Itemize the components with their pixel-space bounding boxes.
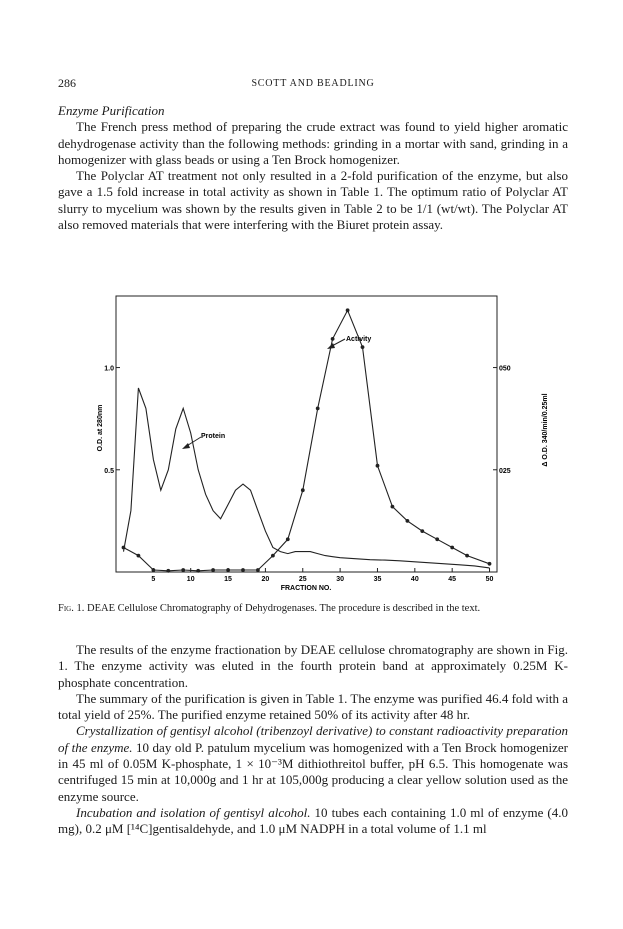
y-tick-group-right (493, 366, 511, 475)
activity-point (152, 568, 156, 572)
protein-annotation: Protein (201, 433, 226, 440)
x-tick-label: 20 (261, 576, 270, 583)
activity-point (316, 407, 320, 411)
page-number: 286 (58, 76, 76, 90)
activity-point (226, 568, 230, 572)
crystallization-heading: Crystallization of gentisyl alcohol (tribenzoyl derivative) to constant radioactivity preparation of the enzyme. (58, 723, 568, 755)
protein-arrowhead (182, 443, 190, 449)
crystallization-paragraph (58, 723, 568, 804)
activity-point (241, 568, 245, 572)
activity-point (211, 568, 215, 572)
y-tick-label-left: 1.0 (104, 365, 114, 373)
activity-point-group (122, 308, 492, 572)
y-axis-label-right: Δ O.D. 340/min/0.25ml (542, 393, 549, 467)
activity-point (122, 546, 126, 550)
y-tick-label-right: 050 (499, 365, 511, 373)
y-tick-group-left (104, 366, 120, 475)
activity-point (346, 308, 350, 312)
activity-point (435, 537, 439, 541)
paragraph: The results of the enzyme fractionation by DEAE cellulose chromatography are shown in Fig. 1. The enzyme activity was eluted in the fourth protein band at approximately 0.25M K-phosphate concentration. (58, 642, 568, 690)
figure-caption-text: DEAE Cellulose Chromatography of Dehydrogenases. The procedure is described in the text. (86, 603, 481, 614)
incubation-text: 10 tubes each containing 1.0 ml of enzyme (4.0 mg), 0.2 μM [¹⁴C]gentisaldehyde, and 1.0 μM NADPH in a total volume of 1.1 ml (58, 804, 569, 837)
y-tick-label-right: 025 (499, 467, 511, 475)
x-tick-label: 40 (410, 576, 419, 583)
activity-point (488, 562, 492, 566)
activity-point (376, 464, 380, 468)
activity-annotation: Activity (346, 336, 372, 343)
activity-point (406, 519, 410, 523)
paragraph: The Polyclar AT treatment not only resulted in a 2-fold purification of the enzyme, but also gave a 1.5 fold increase in total activity as shown in Table 1. The optimum ratio of Polyclar AT slurry to mycelium was shown by the results given in Table 2 to be 1/1 (wt/wt). The Polyclar AT also removed materials that were interfering with the Biuret protein assay. (58, 168, 568, 233)
activity-point (391, 505, 395, 509)
activity-point (256, 568, 260, 572)
section-heading: Enzyme Purification (58, 103, 165, 118)
activity-point (301, 488, 305, 492)
x-tick-label: 15 (224, 576, 232, 583)
figure-caption (58, 602, 568, 615)
y-axis-label-left: O.D. at 280nm (97, 404, 104, 452)
crystallization-text: 10 day old P. patulum mycelium was homogenized with a Ten Brock homogenizer in 45 ml of 0.05M K-phosphate, 1 × 10⁻³M dithiothreitol buffer, pH 6.5. This homogenate was centrifuged 15 min at 10,000g and 1 hr at 105,000g producing a clear yellow solution used as the enzyme source. (58, 739, 568, 804)
x-tick-label: 25 (298, 576, 307, 583)
results-section (58, 642, 568, 838)
plot-frame (116, 296, 497, 572)
activity-point (166, 569, 170, 573)
incubation-heading: Incubation and isolation of gentisyl alcohol. (76, 804, 311, 820)
x-axis-label: FRACTION NO. (280, 585, 332, 592)
activity-point (137, 554, 141, 558)
paragraph: The French press method of preparing the crude extract was found to yield higher aromatic dehydrogenase activity than the following methods: grinding in a mortar with sand, grinding in a homogenizer with glass beads or using a Ten Brock homogenizer. (58, 119, 568, 167)
activity-point (181, 568, 185, 572)
x-tick-label: 30 (336, 576, 345, 583)
activity-series-line (124, 310, 490, 571)
activity-point (271, 554, 275, 558)
protein-series-line (124, 388, 490, 568)
activity-point (286, 537, 290, 541)
paragraph: The summary of the purification is given in Table 1. The enzyme was purified 46.4 fold with a total yield of 25%. The purified enzyme retained 50% of its activity after 48 hr. (58, 690, 568, 723)
running-head: SCOTT AND BEADLING (251, 78, 375, 89)
x-tick-label: 50 (485, 576, 494, 583)
activity-point (331, 337, 335, 341)
activity-point (361, 345, 365, 349)
x-tick-label: 10 (186, 576, 195, 583)
x-tick-label: 35 (373, 576, 382, 583)
activity-point (420, 529, 424, 533)
activity-point (465, 554, 469, 558)
incubation-paragraph (58, 805, 568, 838)
activity-point (196, 569, 200, 573)
activity-point (450, 546, 454, 550)
x-tick-label: 45 (448, 576, 457, 583)
figure-label: Fig. 1. (58, 603, 85, 614)
y-tick-label-left: 0.5 (104, 467, 114, 475)
x-tick-label: 5 (151, 576, 156, 583)
